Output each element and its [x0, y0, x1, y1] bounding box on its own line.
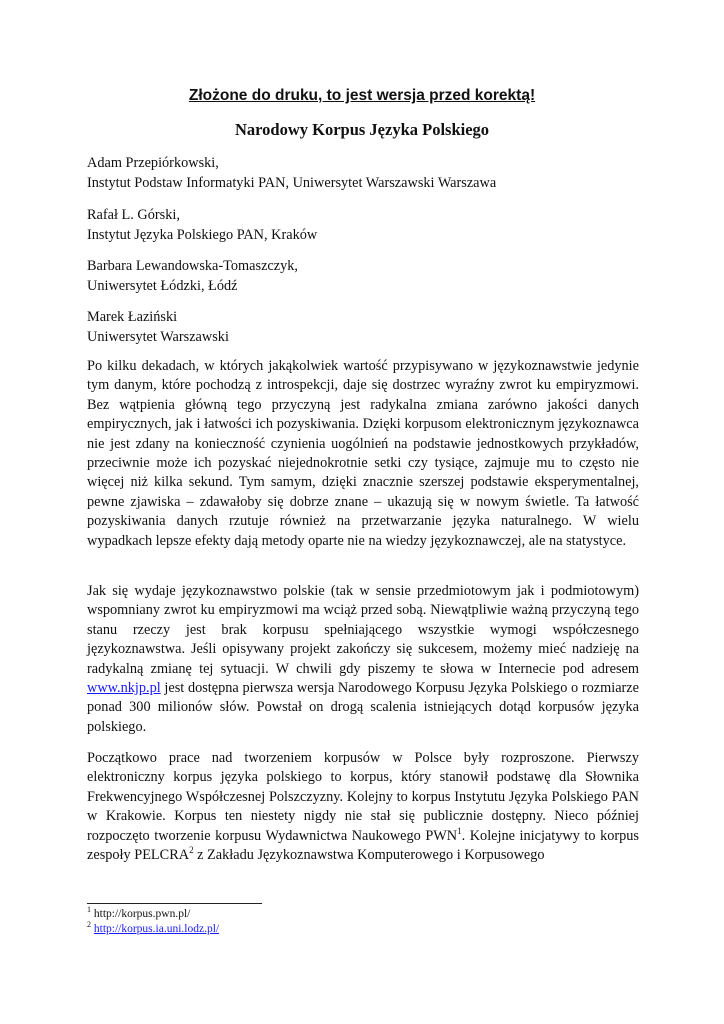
footnote-1: [87, 907, 190, 921]
author-name: Barbara Lewandowska-Tomaszczyk,: [87, 258, 298, 274]
footnote-ref-2[interactable]: 2: [189, 845, 194, 856]
author-affiliation: Instytut Języka Polskiego PAN, Kraków: [87, 227, 318, 243]
nkjp-link[interactable]: www.nkjp.pl: [87, 680, 161, 697]
author-block: [87, 256, 647, 296]
author-name: Marek Łaziński: [87, 309, 178, 325]
author-block: [87, 153, 647, 193]
paragraph-text: Jak się wydaje językoznawstwo polskie (tak w sensie przedmiotowym jak i podmiotowym) wspomniany zwrot ku empiryzmowi ma wciąż przed sobą. Niewątpliwie ważną przyczyną tego stanu rzeczy jest brak korpusu spełniającego wszystkie wymogi współczesnego językoznawstwa. Jeśli opisywany projekt zakończy się sukcesem, możemy mieć nadzieję na radykalną zmianę tej sytuacji. W chwili gdy piszemy te słowa w Internecie pod adresem: [87, 583, 639, 677]
author-block: [87, 307, 647, 347]
author-name: Adam Przepiórkowski,: [87, 155, 219, 171]
paragraph-text: z Zakładu Językoznawstwa Komputerowego i Korpusowego: [193, 847, 545, 864]
footnote-mark: 1: [87, 905, 91, 915]
author-name: Rafał L. Górski,: [87, 207, 180, 223]
footnote-mark: 2: [87, 920, 91, 930]
page-title: Narodowy Korpus Języka Polskiego: [234, 120, 490, 139]
author-affiliation: Instytut Podstaw Informatyki PAN, Uniwersytet Warszawski Warszawa: [87, 175, 497, 191]
paragraph-text: jest dostępna pierwsza wersja Narodowego Korpusu Języka Polskiego o rozmiarze ponad 300 milionów słów. Powstał on drogą scalenia istniejących dotąd korpusów języka polskiego.: [87, 680, 639, 735]
paragraph-text: . Kolejne inicjatywy to korpus zespoły PELCRA: [87, 827, 639, 864]
footnote-link[interactable]: http://korpus.ia.uni.lodz.pl/: [93, 923, 220, 935]
footnote-text: http://korpus.pwn.pl/: [93, 908, 191, 920]
draft-notice: Złożone do druku, to jest wersja przed korektą!: [188, 87, 536, 104]
footnote-divider: [87, 903, 262, 904]
footnote-ref-1[interactable]: 1: [457, 825, 462, 836]
body-paragraph-2: [87, 582, 639, 737]
paragraph-text: Początkowo prace nad tworzeniem korpusów w Polsce były rozproszone. Pierwszy elektroniczny korpus języka polskiego to korpus, który stanowił podstawę dla Słownika Frekwencyjnego Współczesnej Polszczyzny. Kolejny to korpus Instytutu Języka Polskiego PAN w Krakowie. Korpus ten niestety nigdy nie stał się publicznie dostępny. Nieco później rozpoczęto tworzenie korpusu Wydawnictwa Naukowego PWN: [87, 750, 639, 844]
author-affiliation: Uniwersytet Warszawski: [87, 329, 229, 345]
body-paragraph-1: Po kilku dekadach, w których jakąkolwiek wartość przypisywano w językoznawstwie jedynie tym danym, które pochodzą z introspekcji, daje się dostrzec wyraźny zwrot ku empiryzmowi. Bez wątpienia główną tego przyczyną jest radykalna zmiana zarówno jakości danych empirycznych, jak i łatwości ich pozyskiwania. Dzięki korpusom elektronicznym językoznawca nie jest zdany na konieczność czynienia uogólnień na podstawie jednostkowych przykładów, przeciwnie może ich pozyskać niejednokrotnie setki czy tysiące, zajmuje mu to często nie więcej niż kilka sekund. Tym samym, dzięki znacznie szerszej podstawie eksperymentalnej, pewne zjawiska – zdawałoby się dobrze znane – ukazują się w nowym świetle. Ta łatwość pozyskiwania danych rzutuje również na przetwarzanie języka naturalnego. W wielu wypadkach lepsze efekty dają metody oparte nie na wiedzy językoznawczej, ale na statystyce.: [87, 358, 639, 549]
author-block: [87, 205, 647, 245]
body-paragraph-3: [87, 749, 639, 865]
footnote-2: [87, 922, 219, 936]
author-affiliation: Uniwersytet Łódzki, Łódź: [87, 278, 238, 294]
